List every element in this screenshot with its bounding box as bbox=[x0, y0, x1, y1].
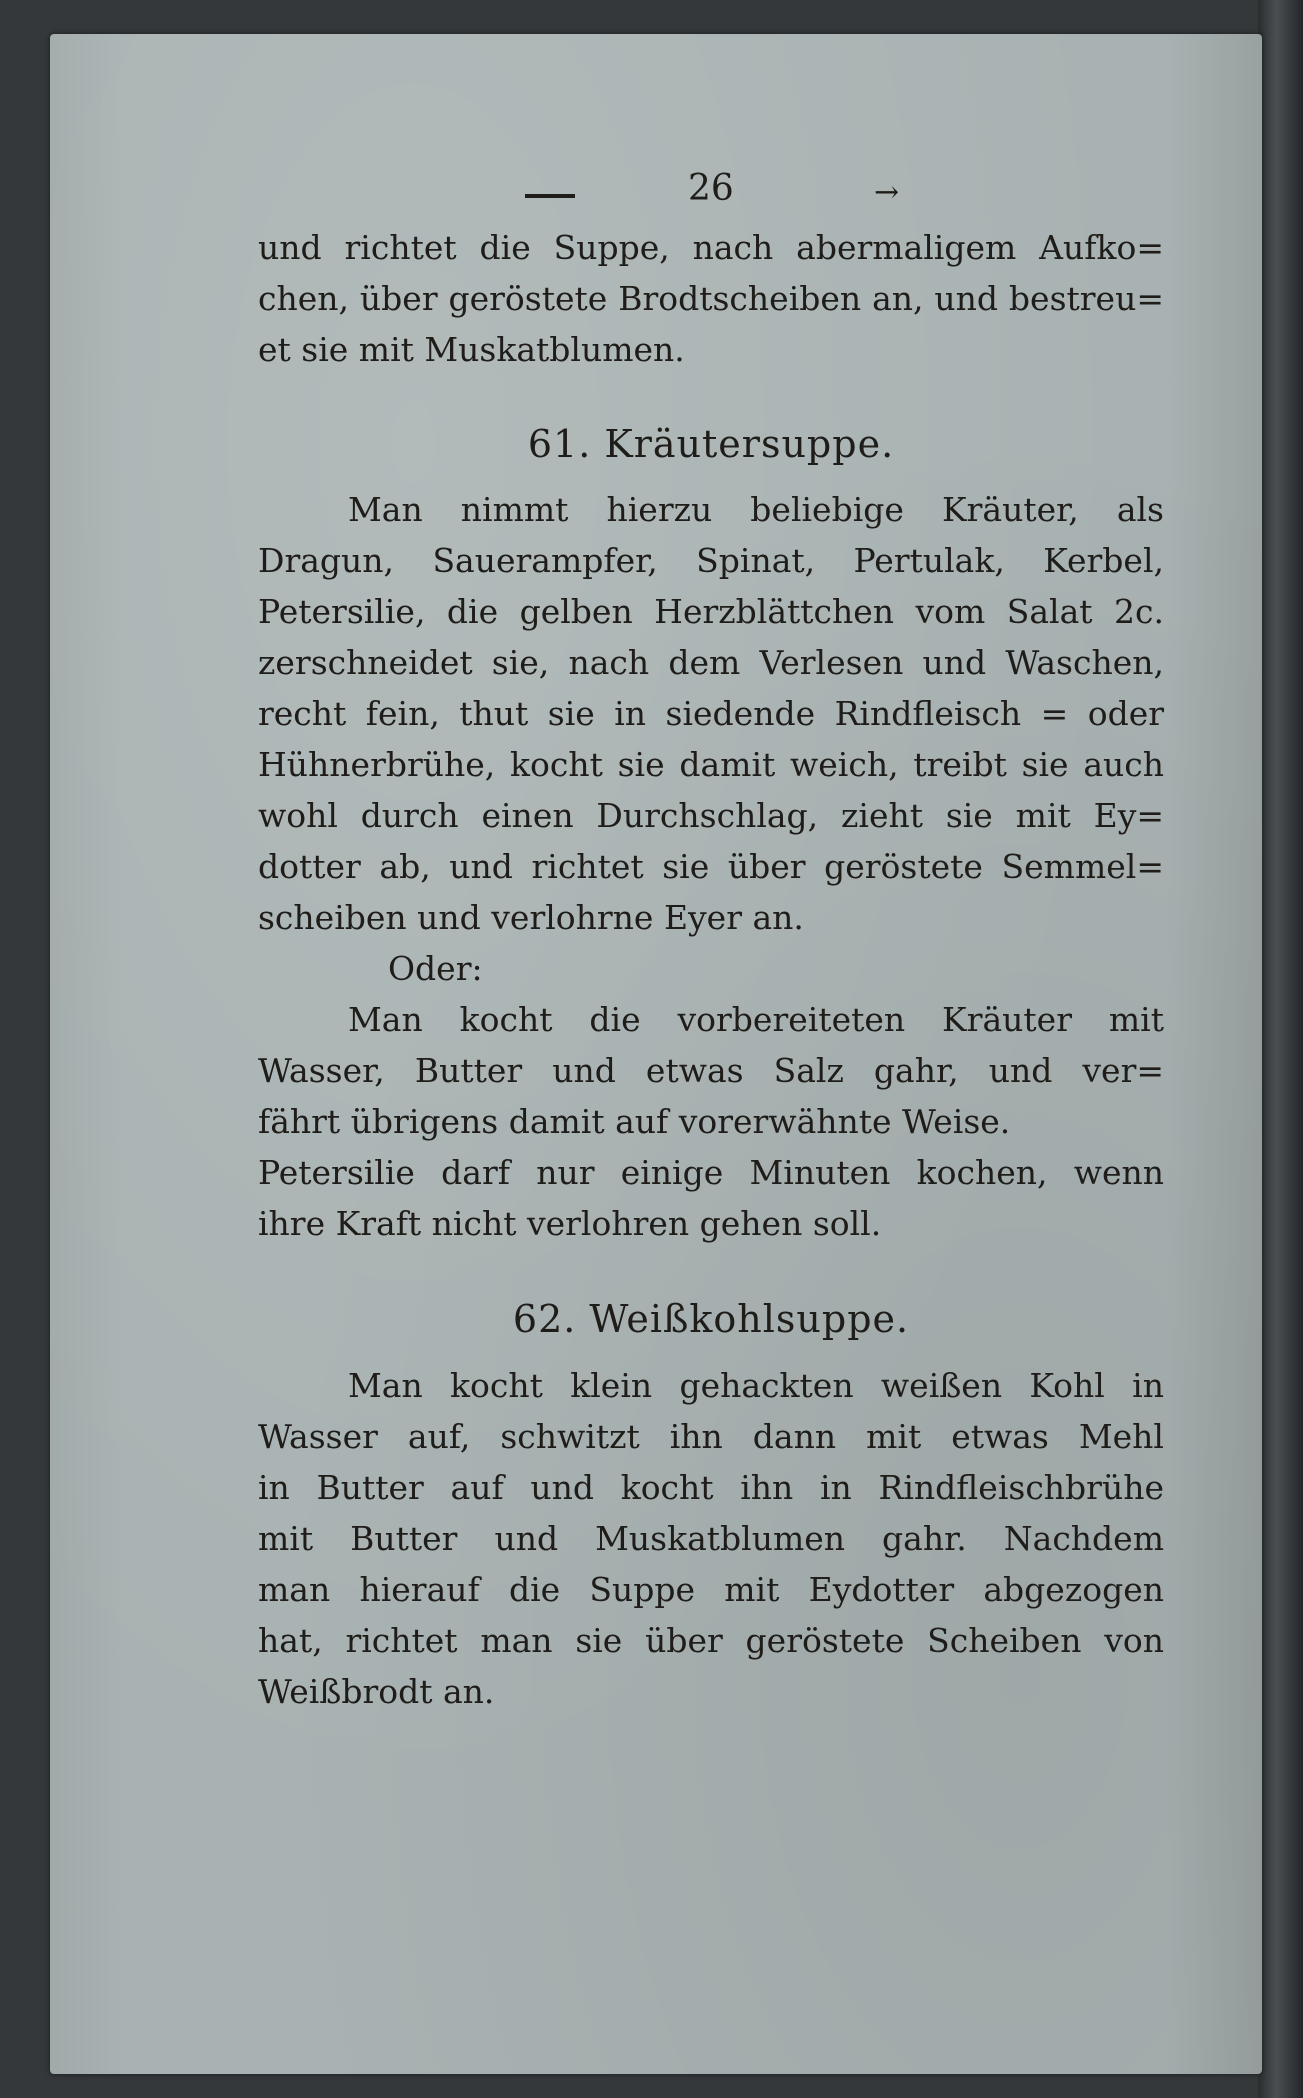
recipe-61-body bbox=[258, 484, 1164, 1249]
text-line: Wasser auf, schwitzt ihn dann mit etwas Mehl bbox=[258, 1417, 1164, 1456]
book-spine bbox=[1258, 0, 1303, 2098]
text-line: recht fein, thut sie in siedende Rindfleisch = oder bbox=[258, 694, 1164, 733]
text-line: Man nimmt hierzu beliebige Kräuter, als bbox=[348, 490, 1164, 529]
oder-label: Oder: bbox=[388, 949, 483, 988]
header-dash-left bbox=[525, 194, 575, 198]
text-line: ihre Kraft nicht verlohren gehen soll. bbox=[258, 1204, 882, 1243]
text-line: Weißbrodt an. bbox=[258, 1672, 495, 1711]
text-line: Man kocht klein gehackten weißen Kohl in bbox=[348, 1366, 1164, 1405]
text-line: Man kocht die vorbereiteten Kräuter mit bbox=[348, 1000, 1164, 1039]
recipe-61-heading-wrap bbox=[258, 408, 1164, 480]
text-line: mit Butter und Muskatblumen gahr. Nachdem bbox=[258, 1519, 1164, 1558]
text-line: fährt übrigens damit auf vorerwähnte Weise. bbox=[258, 1102, 1011, 1141]
text-line: chen, über geröstete Brodtscheiben an, und bestreu= bbox=[258, 279, 1164, 318]
header-arrow-right: → bbox=[874, 175, 900, 210]
page-header bbox=[258, 168, 1164, 218]
text-line: Wasser, Butter und etwas Salz gahr, und ver= bbox=[258, 1051, 1164, 1090]
text-line: in Butter auf und kocht ihn in Rindfleischbrühe bbox=[258, 1468, 1164, 1507]
text-line: Petersilie darf nur einige Minuten kochen, wenn bbox=[258, 1153, 1164, 1192]
text-line: Hühnerbrühe, kocht sie damit weich, treibt sie auch bbox=[258, 745, 1164, 784]
text-line: man hierauf die Suppe mit Eydotter abgezogen bbox=[258, 1570, 1164, 1609]
text-line: und richtet die Suppe, nach abermaligem Aufko= bbox=[258, 228, 1164, 267]
text-line: Petersilie, die gelben Herzblättchen vom Salat 2c. bbox=[258, 592, 1164, 631]
text-line: zerschneidet sie, nach dem Verlesen und Waschen, bbox=[258, 643, 1164, 682]
text-line: dotter ab, und richtet sie über geröstete Semmel= bbox=[258, 847, 1164, 886]
recipe-61-title: 61. Kräutersuppe. bbox=[527, 422, 895, 466]
text-line: Dragun, Sauerampfer, Spinat, Pertulak, Kerbel, bbox=[258, 541, 1164, 580]
text-line: et sie mit Muskatblumen. bbox=[258, 330, 685, 369]
recipe-62-title: 62. Weißkohlsuppe. bbox=[512, 1297, 910, 1341]
intro-paragraph bbox=[258, 222, 1164, 375]
text-line: wohl durch einen Durchschlag, zieht sie mit Ey= bbox=[258, 796, 1164, 835]
text-line: hat, richtet man sie über geröstete Scheiben von bbox=[258, 1621, 1164, 1660]
page-number: 26 bbox=[688, 168, 734, 209]
recipe-62-body bbox=[258, 1360, 1164, 1717]
text-line: scheiben und verlohrne Eyer an. bbox=[258, 898, 804, 937]
recipe-62-heading-wrap bbox=[258, 1283, 1164, 1355]
